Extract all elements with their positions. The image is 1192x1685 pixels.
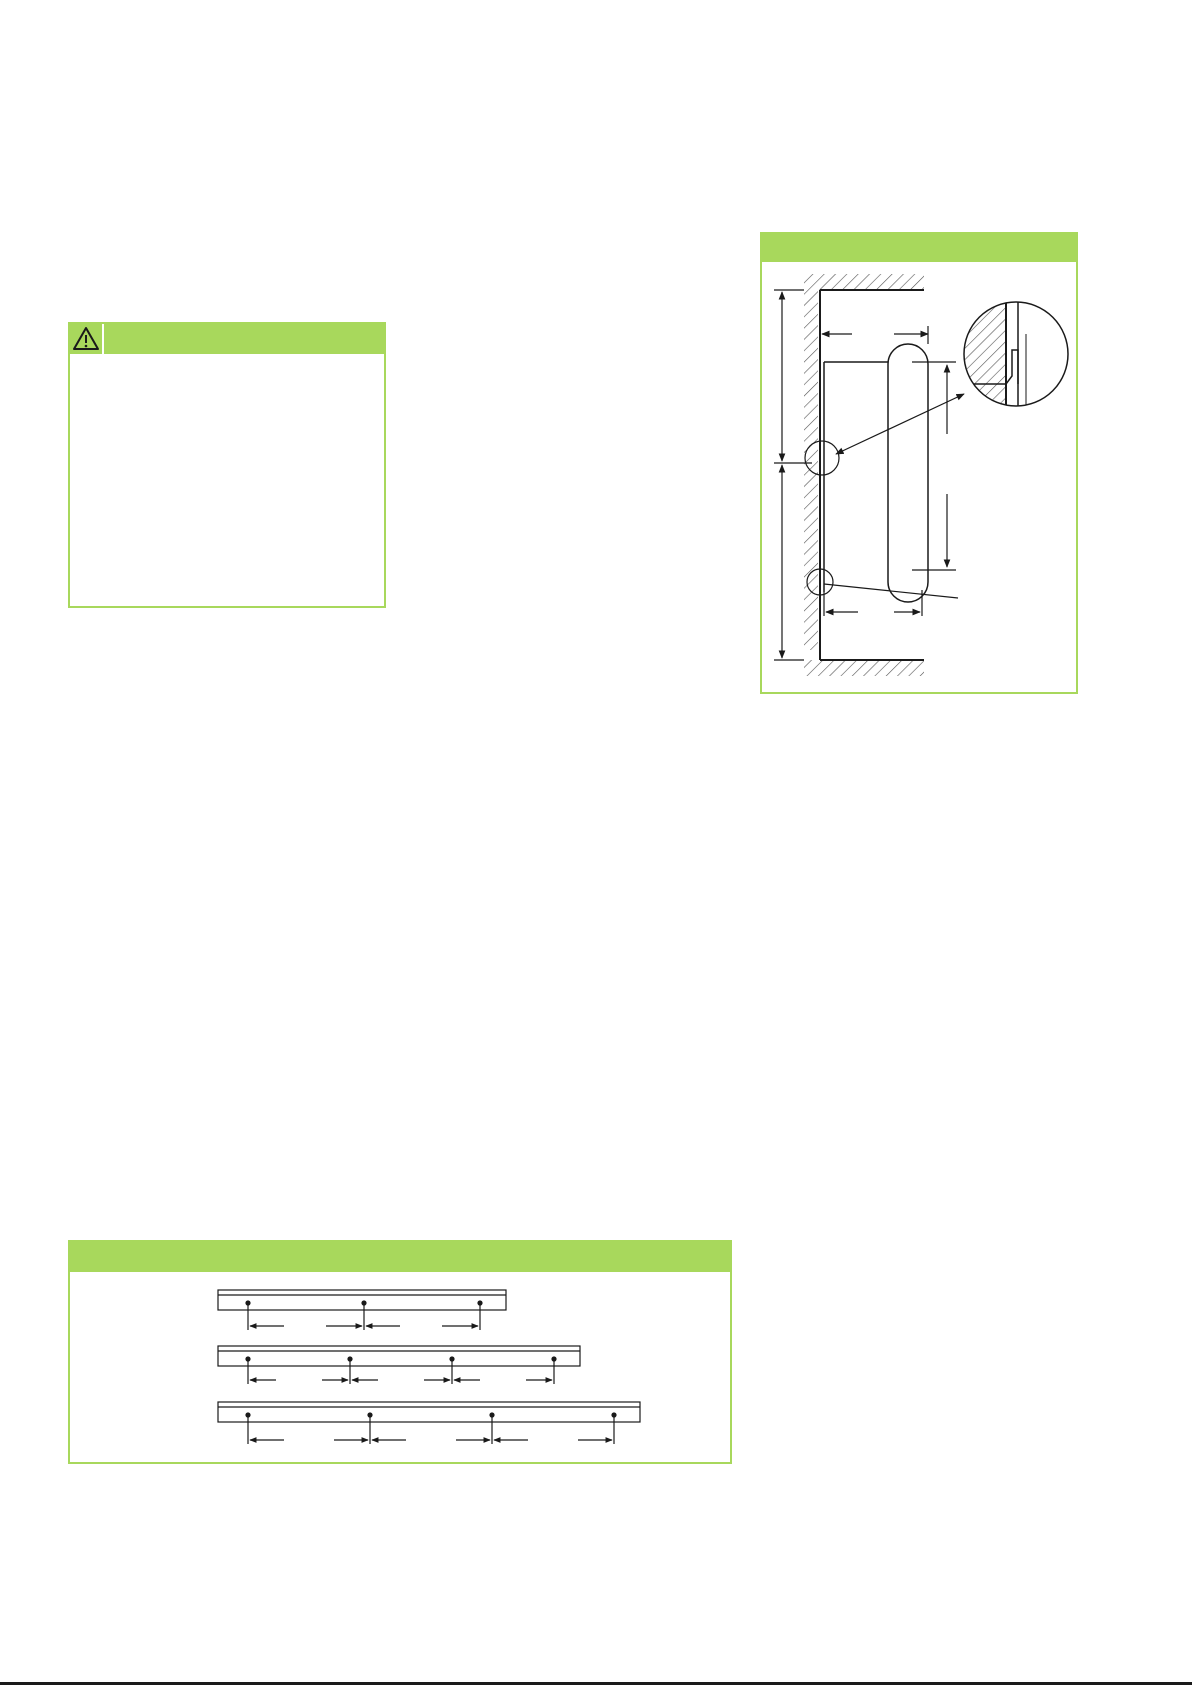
warning-triangle-icon bbox=[70, 324, 102, 352]
rail-spacing-figure bbox=[68, 1240, 732, 1464]
installation-drawing bbox=[762, 234, 1076, 692]
installation-figure bbox=[760, 232, 1078, 694]
radiator bbox=[824, 344, 928, 602]
warning-box-body bbox=[70, 354, 384, 606]
wall-gap-dimension bbox=[822, 326, 928, 344]
warning-box bbox=[68, 322, 386, 608]
warning-icon-cell bbox=[70, 324, 104, 354]
bracket-detail-markers bbox=[805, 394, 964, 598]
warning-box-header bbox=[70, 324, 384, 354]
rail-spacing-drawing bbox=[70, 1242, 730, 1462]
rail-2 bbox=[218, 1346, 580, 1384]
rail-3 bbox=[218, 1402, 640, 1444]
bracket-detail-zoom bbox=[958, 294, 1068, 424]
rail-1 bbox=[218, 1290, 506, 1330]
